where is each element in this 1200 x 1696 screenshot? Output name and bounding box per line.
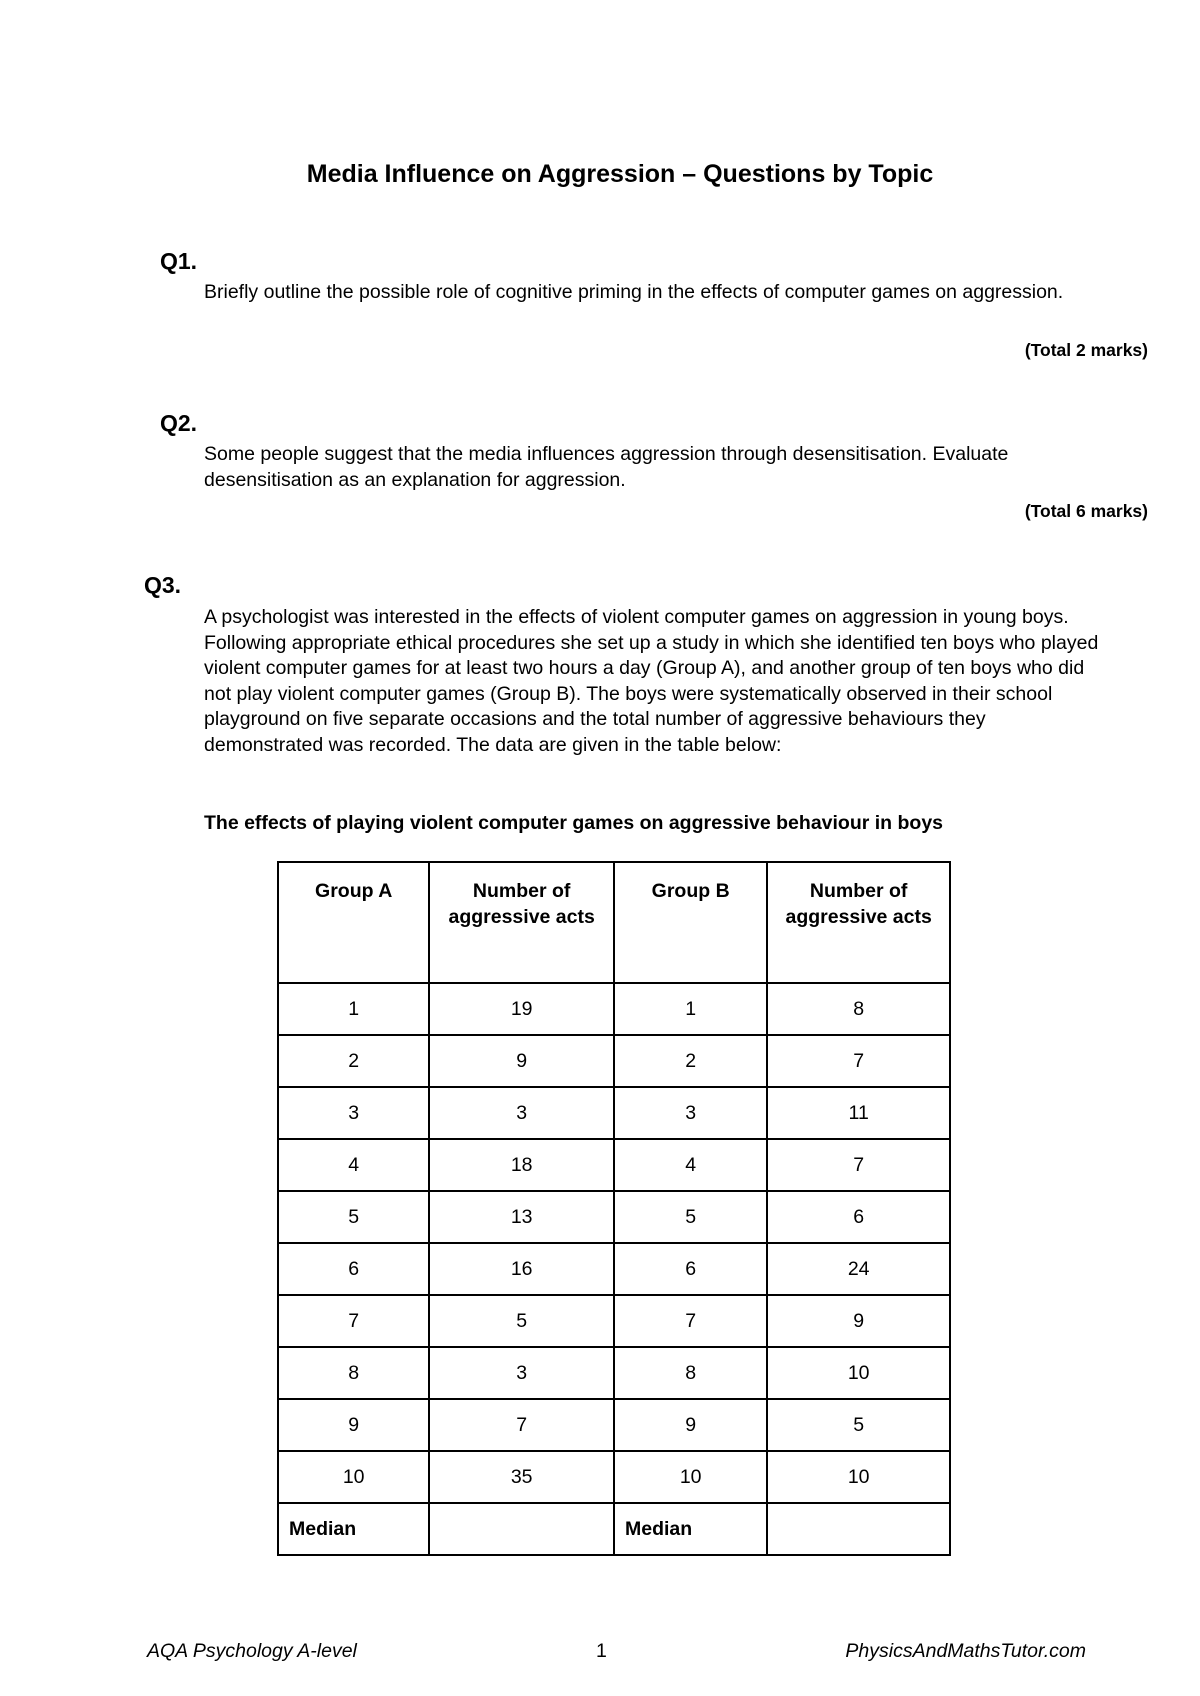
- header-acts-b: Number of aggressive acts: [767, 862, 950, 983]
- page-number: 1: [596, 1640, 607, 1662]
- footer-left: AQA Psychology A-level: [147, 1640, 357, 1662]
- table-cell: 10: [767, 1347, 950, 1399]
- q2-text: Some people suggest that the media influences aggression through desensitisation. Evaluate desensitisation as an explanation for aggression.: [204, 443, 1009, 491]
- table-cell: 13: [429, 1191, 614, 1243]
- table-cell: 5: [767, 1399, 950, 1451]
- table-cell: 4: [278, 1139, 429, 1191]
- header-acts-a: Number of aggressive acts: [429, 862, 614, 983]
- table-cell: 7: [614, 1295, 767, 1347]
- table-cell: 10: [278, 1451, 429, 1503]
- table-cell: 1: [278, 983, 429, 1035]
- table-cell: 2: [614, 1035, 767, 1087]
- table-row: [278, 1243, 950, 1295]
- median-label-b: Median: [614, 1503, 767, 1555]
- table-cell: 7: [278, 1295, 429, 1347]
- table-header-row: [278, 862, 950, 983]
- footer-right: PhysicsAndMathsTutor.com: [845, 1640, 1086, 1662]
- table-row: [278, 1347, 950, 1399]
- q2-marks: (Total 6 marks): [1024, 501, 1148, 521]
- data-table: [277, 861, 951, 1556]
- table-body: [278, 983, 950, 1555]
- table-cell: 19: [429, 983, 614, 1035]
- table-row: [278, 1139, 950, 1191]
- table-cell: 3: [614, 1087, 767, 1139]
- table-cell: 6: [278, 1243, 429, 1295]
- q2-label: Q2.: [160, 410, 198, 436]
- table-row: [278, 1399, 950, 1451]
- table-cell: 3: [429, 1347, 614, 1399]
- table-caption: The effects of playing violent computer games on aggressive behaviour in boys: [204, 812, 944, 834]
- q3-label: Q3.: [144, 572, 182, 598]
- table-row: [278, 1191, 950, 1243]
- median-row: [278, 1503, 950, 1555]
- table-cell: 6: [614, 1243, 767, 1295]
- page-title: Media Influence on Aggression – Questions by Topic: [306, 160, 934, 188]
- table-cell: 9: [429, 1035, 614, 1087]
- table-cell: 3: [278, 1087, 429, 1139]
- table-cell: 8: [767, 983, 950, 1035]
- median-label-a: Median: [278, 1503, 429, 1555]
- table-cell: 4: [614, 1139, 767, 1191]
- table-cell: 10: [767, 1451, 950, 1503]
- table-row: [278, 1087, 950, 1139]
- table-cell: 2: [278, 1035, 429, 1087]
- table-cell: 1: [614, 983, 767, 1035]
- table-cell: 10: [614, 1451, 767, 1503]
- table-cell: 18: [429, 1139, 614, 1191]
- q1-marks: (Total 2 marks): [1024, 340, 1148, 360]
- table-cell: 5: [278, 1191, 429, 1243]
- table-cell: 5: [614, 1191, 767, 1243]
- median-value-a: [429, 1503, 614, 1555]
- header-group-a: Group A: [278, 862, 429, 983]
- table-cell: 9: [278, 1399, 429, 1451]
- table-cell: 9: [767, 1295, 950, 1347]
- table-cell: 7: [767, 1035, 950, 1087]
- table-cell: 35: [429, 1451, 614, 1503]
- table-cell: 7: [767, 1139, 950, 1191]
- table-cell: 6: [767, 1191, 950, 1243]
- table-row: [278, 1035, 950, 1087]
- table-cell: 5: [429, 1295, 614, 1347]
- median-value-b: [767, 1503, 950, 1555]
- table-row: [278, 983, 950, 1035]
- q1-text: Briefly outline the possible role of cognitive priming in the effects of computer games on aggression.: [204, 281, 1064, 303]
- table-cell: 9: [614, 1399, 767, 1451]
- table-cell: 7: [429, 1399, 614, 1451]
- table-cell: 16: [429, 1243, 614, 1295]
- header-group-b: Group B: [614, 862, 767, 983]
- q1-label: Q1.: [160, 248, 198, 274]
- table-cell: 11: [767, 1087, 950, 1139]
- q3-text: A psychologist was interested in the effects of violent computer games on aggression in young boys. Following appropriate ethical procedures she set up a study in which she identified ten boys who played violent computer games for at least two hours a day (Group A), and another group of ten boys who did not play violent computer games (Group B). The boys were systematically observed in their school playground on five separate occasions and the total number of aggressive behaviours they demonstrated was recorded. The data are given in the table below:: [204, 606, 1099, 756]
- table-row: [278, 1451, 950, 1503]
- table-cell: 8: [278, 1347, 429, 1399]
- table-cell: 8: [614, 1347, 767, 1399]
- table-cell: 24: [767, 1243, 950, 1295]
- table-row: [278, 1295, 950, 1347]
- table-cell: 3: [429, 1087, 614, 1139]
